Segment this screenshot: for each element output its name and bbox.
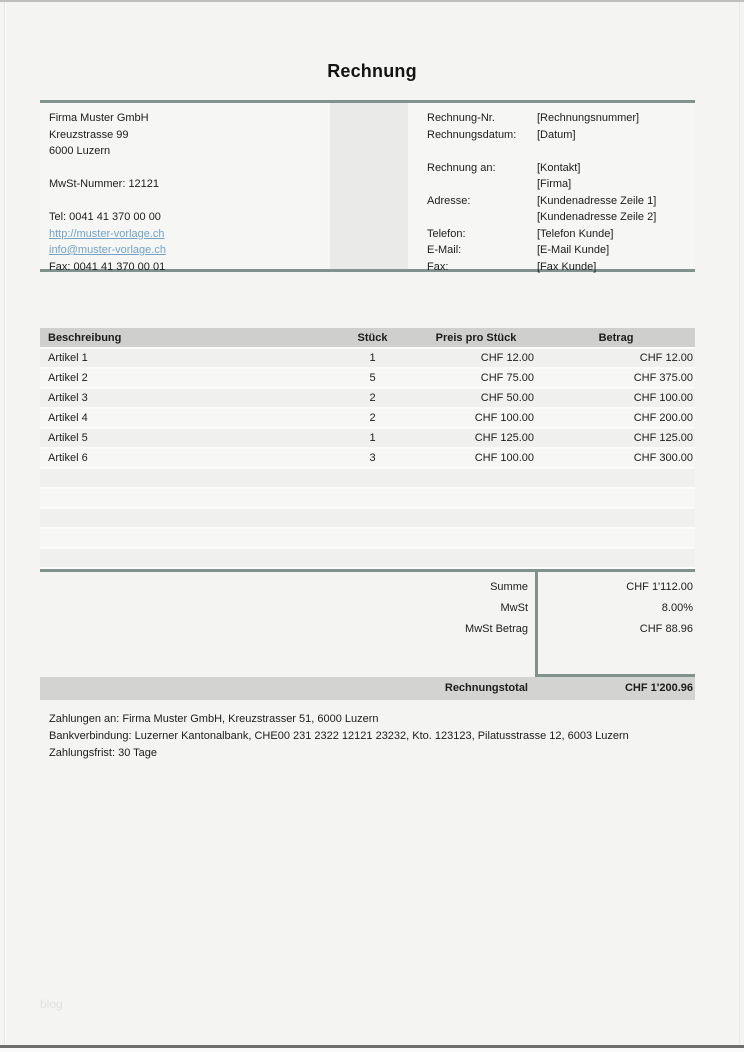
meta-row <box>427 127 689 144</box>
page-edge-right <box>739 2 740 1044</box>
cell-description: Artikel 4 <box>48 412 88 424</box>
cell-amount: CHF 100.00 <box>633 392 693 404</box>
cell-quantity: 2 <box>369 412 376 424</box>
cell-quantity: 1 <box>369 432 376 444</box>
cell-description: Artikel 5 <box>48 432 88 444</box>
cell-unit-price: CHF 125.00 <box>474 432 534 444</box>
invoice-header-block <box>40 100 695 272</box>
invoice-meta-block <box>427 110 689 275</box>
meta-label <box>427 209 537 226</box>
cell-amount: CHF 12.00 <box>639 352 693 364</box>
meta-row <box>427 110 689 127</box>
total-label: Rechnungstotal <box>444 682 528 694</box>
sender-spacer <box>49 193 166 210</box>
page-edge-left <box>4 2 6 1044</box>
sender-name: Firma Muster GmbH <box>49 112 149 124</box>
summary-value: CHF 88.96 <box>639 623 693 635</box>
cell-unit-price: CHF 100.00 <box>474 412 534 424</box>
payment-recipient-line: Zahlungen an: Firma Muster GmbH, Kreuzstrasser 51, 6000 Luzern <box>49 713 379 725</box>
page-edge-bottom-margin <box>0 1048 744 1052</box>
meta-value: [Rechnungsnummer] <box>537 112 640 124</box>
cell-unit-price: CHF 100.00 <box>474 452 534 464</box>
page-edge-bottom <box>0 1045 744 1048</box>
cell-quantity: 2 <box>369 392 376 404</box>
meta-row <box>427 176 689 193</box>
table-row <box>40 409 695 429</box>
bank-details-line: Bankverbindung: Luzerner Kantonalbank, CHE00 231 2322 12121 23232, Kto. 123123, Pilatusstrasse 12, 6003 Luzern <box>49 730 629 742</box>
header-shaded-band <box>330 103 408 269</box>
items-table <box>40 328 695 569</box>
cell-amount: CHF 125.00 <box>633 432 693 444</box>
summary-row <box>40 577 695 598</box>
cell-description: Artikel 3 <box>48 392 88 404</box>
meta-row <box>427 242 689 259</box>
meta-row <box>427 226 689 243</box>
sender-fax: Fax: 0041 41 370 00 01 <box>49 260 166 273</box>
summary-row <box>40 619 695 640</box>
summary-rows <box>40 572 695 640</box>
meta-label: Rechnung an: <box>427 161 496 174</box>
summary-value: 8.00% <box>661 602 693 614</box>
meta-value <box>537 143 689 160</box>
table-row-empty <box>40 509 695 529</box>
meta-row <box>427 160 689 177</box>
sender-spacer <box>49 160 166 177</box>
table-row-empty <box>40 549 695 569</box>
meta-label: E-Mail: <box>427 244 462 256</box>
cell-amount: CHF 375.00 <box>633 372 693 384</box>
table-row-empty <box>40 529 695 549</box>
website-link[interactable]: http://muster-vorlage.ch <box>49 227 165 240</box>
summary-label: MwSt Betrag <box>465 623 528 635</box>
watermark-text: blog <box>40 997 63 1011</box>
summary-block <box>40 569 695 700</box>
meta-label: Rechnungsdatum: <box>427 128 517 141</box>
meta-label: Telefon: <box>427 227 466 240</box>
cell-quantity: 1 <box>369 352 376 364</box>
column-header-unit-price: Preis pro Stück <box>435 332 517 344</box>
payment-info-block <box>49 711 629 762</box>
cell-amount: CHF 300.00 <box>633 452 693 464</box>
cell-description: Artikel 6 <box>48 452 88 464</box>
cell-description: Artikel 1 <box>48 352 88 364</box>
page-edge-top <box>0 0 744 2</box>
summary-label: MwSt <box>500 602 528 614</box>
table-row <box>40 369 695 389</box>
column-header-amount: Betrag <box>598 332 634 344</box>
meta-value: [Kundenadresse Zeile 1] <box>537 194 657 207</box>
meta-value: [E-Mail Kunde] <box>537 244 610 256</box>
sender-phone: Tel: 0041 41 370 00 00 <box>49 211 161 223</box>
page-title: Rechnung <box>327 61 417 81</box>
cell-unit-price: CHF 50.00 <box>480 392 534 404</box>
meta-label <box>427 176 537 193</box>
table-row-empty <box>40 469 695 489</box>
summary-value: CHF 1'112.00 <box>626 581 693 593</box>
cell-amount: CHF 200.00 <box>633 412 693 424</box>
summary-row <box>40 598 695 619</box>
meta-row <box>427 209 689 226</box>
cell-quantity: 3 <box>369 452 376 464</box>
meta-row <box>427 259 689 276</box>
meta-value: [Datum] <box>537 128 576 141</box>
table-row <box>40 449 695 469</box>
cell-quantity: 5 <box>369 372 376 384</box>
summary-label: Summe <box>490 581 528 593</box>
invoice-total-bar <box>40 677 695 700</box>
items-table-header-row <box>40 328 695 349</box>
table-row-empty <box>40 489 695 509</box>
meta-label: Fax: <box>427 260 449 273</box>
meta-value: [Kontakt] <box>537 161 581 174</box>
sender-city: 6000 Luzern <box>49 145 111 157</box>
total-value: CHF 1'200.96 <box>624 682 693 694</box>
meta-value: [Telefon Kunde] <box>537 227 614 240</box>
meta-label: Adresse: <box>427 194 471 207</box>
email-link[interactable]: info@muster-vorlage.ch <box>49 244 166 256</box>
meta-label: Rechnung-Nr. <box>427 112 495 124</box>
sender-block <box>49 110 166 275</box>
meta-row <box>427 143 689 160</box>
cell-unit-price: CHF 75.00 <box>480 372 534 384</box>
payment-terms-line: Zahlungsfrist: 30 Tage <box>49 747 158 759</box>
table-row <box>40 389 695 409</box>
meta-value: [Kundenadresse Zeile 2] <box>537 211 657 223</box>
column-header-quantity: Stück <box>357 332 388 344</box>
meta-label <box>427 143 537 160</box>
meta-value: [Fax Kunde] <box>537 260 597 273</box>
meta-value: [Firma] <box>537 178 572 190</box>
table-row <box>40 429 695 449</box>
cell-description: Artikel 2 <box>48 372 88 384</box>
meta-row <box>427 193 689 210</box>
cell-unit-price: CHF 12.00 <box>480 352 534 364</box>
column-header-description: Beschreibung <box>48 332 122 344</box>
sender-street: Kreuzstrasse 99 <box>49 128 129 141</box>
table-row <box>40 349 695 369</box>
sender-vat-number: MwSt-Nummer: 12121 <box>49 178 160 190</box>
